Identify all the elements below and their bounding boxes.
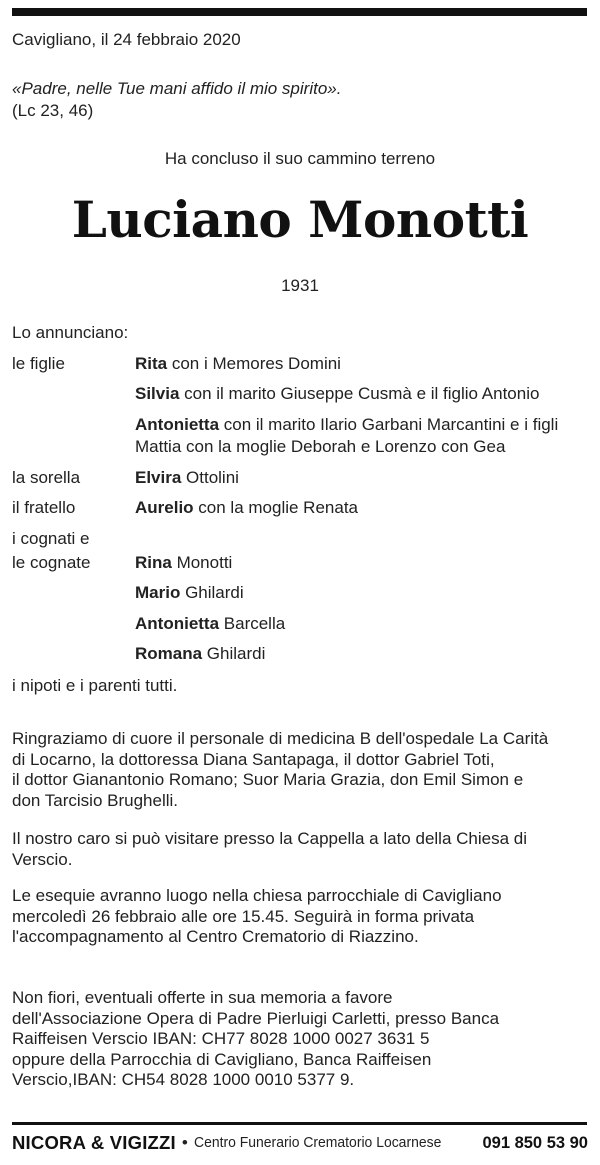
place-date: Cavigliano, il 24 febbraio 2020 xyxy=(12,30,241,49)
relative-entry: Aurelio con la moglie Renata xyxy=(135,498,358,517)
donations-paragraph: Non fiori, eventuali offerte in sua memoria a favore dell'Associazione Opera di Padre Pierluigi Carletti, presso Banca Raiffeisen Verscio IBAN: CH77 8028 1000 0027 3631 5 oppure della Parrocchia di Cavigliano, Banca Raiffeisen Verscio,IBAN: CH54 8028 1000 0010 5377 9. xyxy=(12,988,500,1089)
relation-label-figlie: le figlie xyxy=(12,354,65,373)
thanks-paragraph: Ringraziamo di cuore il personale di medicina B dell'ospedale La Carità di Locarno, la dottoressa Diana Santapaga, il dottor Gabriel Toti, il dottor Gianantonio Romano; Suor Maria Grazia, don Emil Simon e don Tarcisio Brughelli. xyxy=(12,729,549,810)
funeral-home-brand: NICORA & VIGIZZI xyxy=(12,1132,176,1153)
relative-entry: Romana Ghilardi xyxy=(135,644,266,663)
relation-label-sorella: la sorella xyxy=(12,468,81,487)
funeral-paragraph: Le esequie avranno luogo nella chiesa parrocchiale di Cavigliano mercoledì 26 febbraio alle ore 15.45. Seguirà in forma privata l'accompagnamento al Centro Crematorio di Riazzino. xyxy=(12,886,502,946)
relative-entry: Antonietta con il marito Ilario Garbani Marcantini e i figli xyxy=(135,415,559,434)
relative-entry: Silvia con il marito Giuseppe Cusmà e il figlio Antonio xyxy=(135,384,540,403)
top-rule xyxy=(12,8,587,16)
relation-label-cognati: i cognati e xyxy=(12,529,90,548)
relative-entry: Elvira Ottolini xyxy=(135,468,239,487)
relative-entry: Rina Monotti xyxy=(135,553,233,572)
announce-label: Lo annunciano: xyxy=(12,323,129,342)
deceased-name: Luciano Monotti xyxy=(71,190,529,249)
nipoti-line: i nipoti e i parenti tutti. xyxy=(12,676,178,695)
bible-reference: (Lc 23, 46) xyxy=(12,101,94,120)
relation-label-fratello: il fratello xyxy=(12,498,76,517)
relative-entry-continued: Mattia con la moglie Deborah e Lorenzo con Gea xyxy=(135,437,506,456)
relative-entry: Mario Ghilardi xyxy=(135,583,244,602)
relative-entry: Antonietta Barcella xyxy=(135,614,286,633)
relative-entry: Rita con i Memores Domini xyxy=(135,354,341,373)
relation-label-cognate: le cognate xyxy=(12,553,91,572)
intro-text: Ha concluso il suo cammino terreno xyxy=(164,149,436,168)
visit-paragraph: Il nostro caro si può visitare presso la Cappella a lato della Chiesa di Verscio. xyxy=(12,829,527,869)
funeral-home-description: Centro Funerario Crematorio Locarnese xyxy=(193,1134,442,1151)
bottom-rule xyxy=(12,1122,587,1125)
birth-year: 1931 xyxy=(281,276,319,295)
footer-separator: • xyxy=(181,1133,188,1152)
bible-quote: «Padre, nelle Tue mani affido il mio spirito». xyxy=(12,79,342,98)
funeral-home-phone: 091 850 53 90 xyxy=(482,1134,588,1152)
funeral-home-footer xyxy=(12,1129,588,1157)
